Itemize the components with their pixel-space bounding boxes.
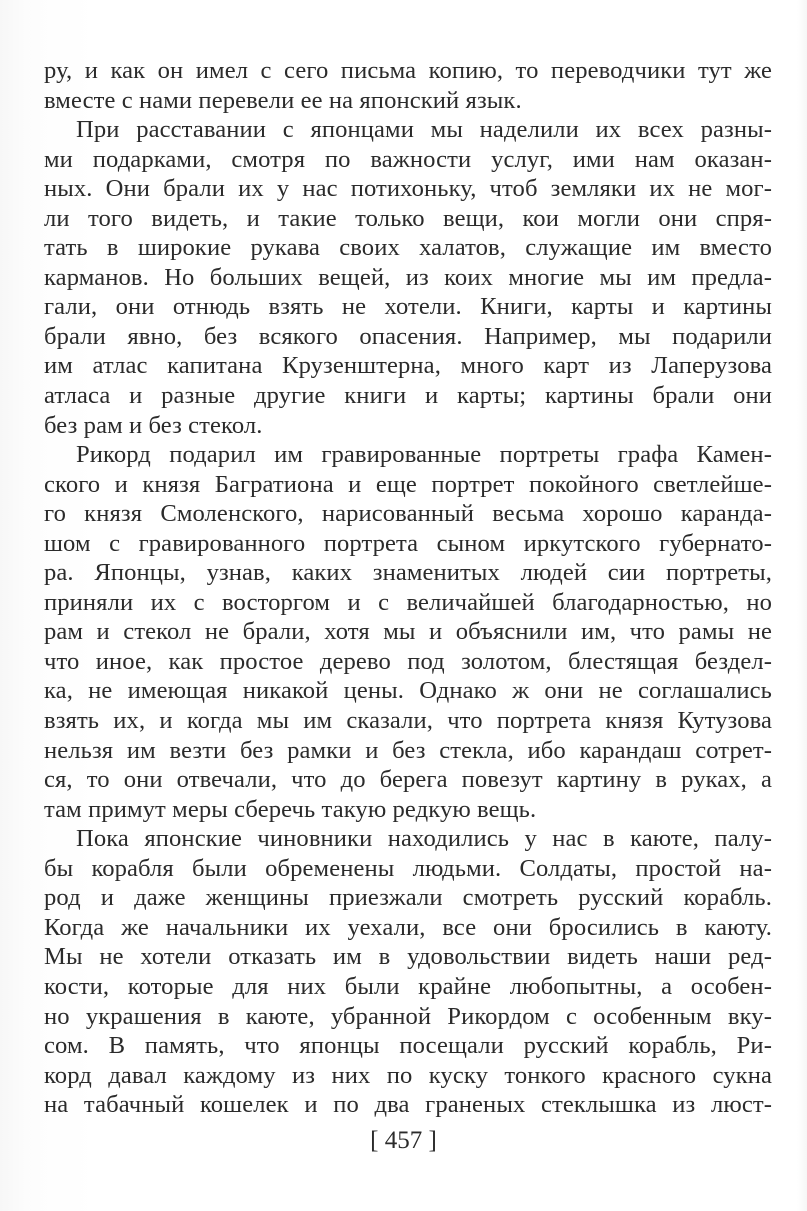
paragraph (44, 115, 772, 440)
text-line: кости, которые для них были крайне любопытны, а особен- (44, 972, 772, 1000)
text-line: го князя Смоленского, нарисованный весьма хорошо каранда- (44, 500, 772, 528)
text-line: ру, и как он имел с сего письма копию, то переводчики тут же (44, 57, 772, 84)
text-line: взять их, и когда мы им сказали, что портрета князя Кутузова (44, 707, 772, 735)
text-line: ского и князя Багратиона и еще портрет покойного светлейше- (44, 470, 772, 498)
text-line: там примут меры сберечь такую редкую вещь. (44, 795, 537, 823)
paragraph (44, 440, 772, 824)
text-line: гали, они отнюдь взять не хотели. Книги, карты и картины (44, 293, 772, 321)
text-line: сом. В память, что японцы посещали русский корабль, Ри- (44, 1032, 772, 1060)
text-line: ся, то они отвечали, что до берега повезут картину в руках, а (44, 766, 772, 794)
text-line: атласа и разные другие книги и карты; картины брали они (44, 382, 772, 410)
scan-edge-shadow (797, 0, 807, 1211)
text-line: ных. Они брали их у нас потихоньку, чтоб земляки их не мог- (44, 175, 772, 203)
text-line: При расставании с японцами мы наделили их всех разны- (76, 116, 772, 144)
text-line: брали явно, без всякого опасения. Например, мы подарили (44, 322, 772, 350)
text-line: Пока японские чиновники находились у нас в каюте, палу- (76, 825, 772, 853)
text-line: нельзя им везти без рамки и без стекла, ибо карандаш сотрет- (44, 736, 772, 764)
text-line: Мы не хотели отказать им в удовольствии видеть наши ред- (44, 943, 772, 971)
text-line: ли того видеть, и такие только вещи, кои могли они спря- (44, 204, 772, 232)
page-number: [ 457 ] (370, 1127, 437, 1154)
text-line: без рам и без стекол. (44, 411, 263, 439)
text-line: карманов. Но больших вещей, из коих многие мы им предла- (44, 263, 772, 291)
text-line: род и даже женщины приезжали смотреть русский корабль. (44, 884, 772, 912)
text-line: ка, не имеющая никакой цены. Однако ж они не соглашались (44, 677, 772, 705)
text-line: корд давал каждому из них по куску тонкого красного сукна (44, 1061, 772, 1089)
text-line: рам и стекол не брали, хотя мы и объяснили им, что рамы не (44, 618, 772, 646)
text-line: что иное, как простое дерево под золотом, блестящая бездел- (44, 647, 772, 675)
paragraph (44, 56, 772, 115)
text-line: на табачный кошелек и по два граненых стеклышка из люст- (44, 1091, 772, 1119)
text-line: им атлас капитана Крузенштерна, много карт из Лаперузова (44, 352, 772, 380)
paragraph (44, 824, 772, 1119)
text-line: ми подарками, смотря по важности услуг, ими нам оказан- (44, 145, 772, 173)
text-line: бы корабля были обременены людьми. Солдаты, простой на- (44, 854, 772, 882)
text-line: шом с гравированного портрета сыном иркутского губернато- (44, 529, 772, 557)
text-line: вместе с нами перевели ее на японский язык. (44, 86, 522, 114)
text-line: тать в широкие рукава своих халатов, служащие им вместо (44, 234, 772, 262)
page-text (44, 56, 772, 1120)
text-line: приняли их с восторгом и с величайшей благодарностью, но (44, 588, 772, 616)
text-line: Когда же начальники их уехали, все они бросились в каюту. (44, 913, 772, 941)
text-line: но украшения в каюте, убранной Рикордом с особенным вку- (44, 1002, 772, 1030)
text-line: ра. Японцы, узнав, каких знаменитых людей сии портреты, (44, 559, 772, 587)
text-line: Рикорд подарил им гравированные портреты графа Камен- (76, 441, 772, 469)
